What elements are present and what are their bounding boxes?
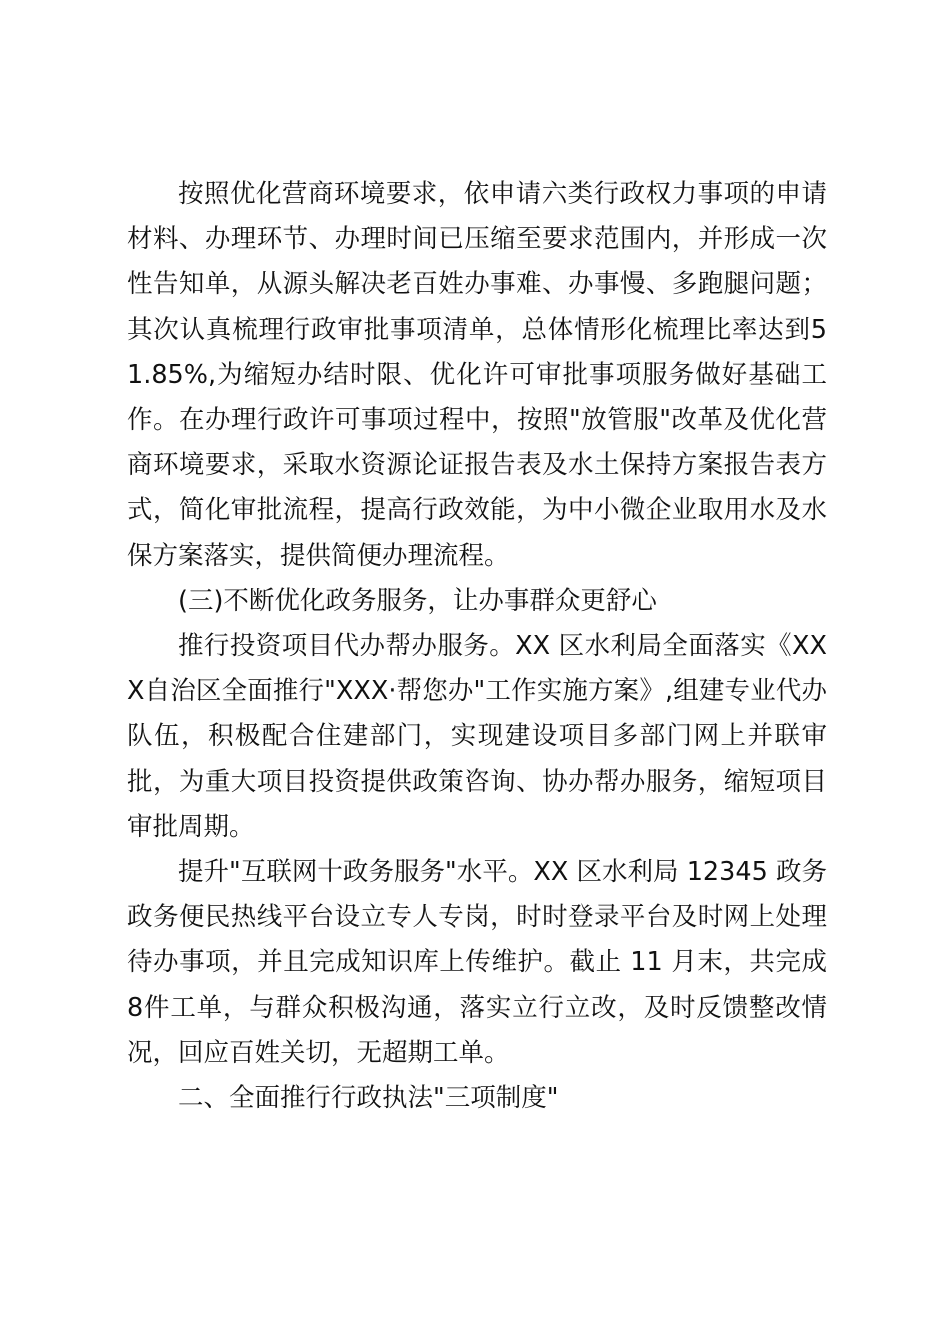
- section-heading-optimize-services: (三)不断优化政务服务，让办事群众更舒心: [178, 585, 657, 616]
- paragraph-approval-materials: 按照优化营商环境要求，依申请六类行政权力事项的申请材料、办理环节、办理时间已压缩至要求范围内，并形成一次性告知单，从源头解决老百姓办事难、办事慢、多跑腿问题；其次认真梳理行政审批事项清单，总体情形化梳理比率达到51.85%,为缩短办结时限、优化许可审批事项服务做好基础工作。在办理行政许可事项过程中，按照"放管服"改革及优化营商环境要求，采取水资源论证报告表及水土保持方案报告表方式，简化审批流程，提高行政效能，为中小微企业取用水及水保方案落实，提供简便办理流程。: [127, 179, 827, 571]
- paragraph-investment-agent-service: 推行投资项目代办帮办服务。XX 区水利局全面落实《XXX自治区全面推行"XXX·帮您办"工作实施方案》,组建专业代办队伍，积极配合住建部门，实现建设项目多部门网上并联审批，为重大项目投资提供政策咨询、协办帮办服务，缩短项目审批周期。: [127, 631, 827, 842]
- document-body: [127, 172, 827, 1121]
- section-heading-three-systems: 二、全面推行行政执法"三项制度": [178, 1083, 559, 1114]
- paragraph-internet-government-service: 提升"互联网十政务服务"水平。XX 区水利局 12345 政务政务便民热线平台设立专人专岗，时时登录平台及时网上处理待办事项，并且完成知识库上传维护。截止 11 月末，共完成 8件工单，与群众积极沟通，落实立行立改，及时反馈整改情况，回应百姓关切，无超期工单。: [127, 857, 827, 1068]
